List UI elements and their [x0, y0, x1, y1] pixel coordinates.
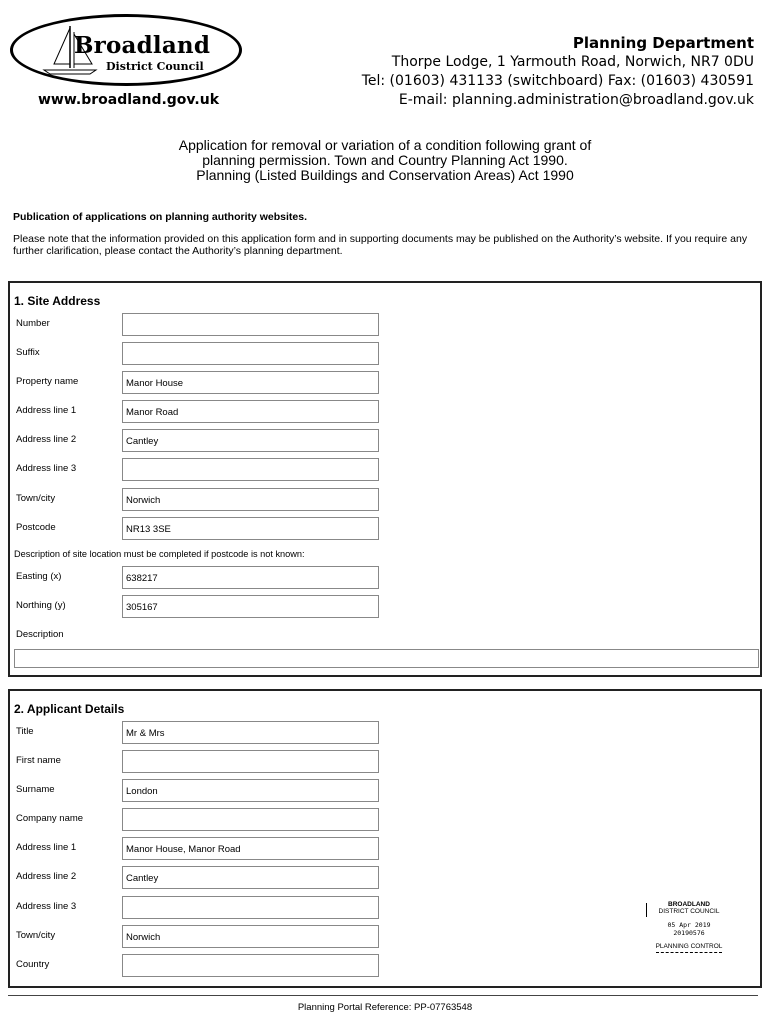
location-note: Description of site location must be completed if postcode is not known:	[14, 549, 305, 559]
applicant-address-line2-field[interactable]: Cantley	[122, 866, 379, 889]
field-label: Northing (y)	[16, 600, 66, 611]
field-label: Title	[16, 726, 34, 737]
site-address-line2-field[interactable]: Cantley	[122, 429, 379, 452]
site-address-line3-field[interactable]	[122, 458, 379, 481]
field-label: Address line 3	[16, 901, 77, 912]
site-description-field[interactable]	[14, 649, 759, 668]
field-label: Address line 2	[16, 434, 77, 445]
council-logo	[10, 14, 246, 90]
applicant-town-field[interactable]: Norwich	[122, 925, 379, 948]
field-label: Suffix	[16, 347, 40, 358]
site-number-field[interactable]	[122, 313, 379, 336]
field-label: Easting (x)	[16, 571, 62, 582]
applicant-title-field[interactable]: Mr & Mrs	[122, 721, 379, 744]
field-label: Address line 1	[16, 842, 77, 853]
logo-name: Broadland	[74, 32, 211, 59]
field-label: Town/city	[16, 493, 56, 504]
field-label: Address line 3	[16, 463, 77, 474]
applicant-company-field[interactable]	[122, 808, 379, 831]
applicant-address-line1-field[interactable]: Manor House, Manor Road	[122, 837, 379, 860]
field-label: Description	[16, 629, 64, 640]
section-title: 1. Site Address	[14, 294, 101, 308]
department-address: Thorpe Lodge, 1 Yarmouth Road, Norwich, NR7 0DU	[391, 54, 754, 70]
easting-field[interactable]: 638217	[122, 566, 379, 589]
department-email: E-mail: planning.administration@broadland.gov.uk	[398, 92, 754, 108]
application-title	[0, 138, 770, 183]
site-postcode-field[interactable]: NR13 3SE	[122, 517, 379, 540]
department-phone: Tel: (01603) 431133 (switchboard) Fax: (01603) 430591	[361, 73, 754, 89]
applicant-surname-field[interactable]: London	[122, 779, 379, 802]
publication-heading: Publication of applications on planning authority websites.	[13, 211, 308, 223]
field-label: Number	[16, 318, 50, 329]
publication-text: Please note that the information provided on this application form and in supporting documents may be published on the Authority’s website. If you require any further clarification, please contact the Authority’s planning department.	[13, 233, 748, 257]
field-label: Postcode	[16, 522, 56, 533]
field-label: Property name	[16, 376, 79, 387]
footer-divider	[8, 995, 758, 996]
stamp-line: DISTRICT COUNCIL	[658, 908, 720, 915]
applicant-address-line3-field[interactable]	[122, 896, 379, 919]
field-label: Address line 2	[16, 871, 77, 882]
logo-subtitle: District Council	[106, 60, 204, 73]
northing-field[interactable]: 305167	[122, 595, 379, 618]
stamp-bar	[646, 903, 647, 917]
applicant-first-name-field[interactable]	[122, 750, 379, 773]
stamp-dept: PLANNING CONTROL	[656, 942, 723, 953]
applicant-country-field[interactable]	[122, 954, 379, 977]
stamp-ref: 20190576	[673, 929, 705, 937]
field-label: Town/city	[16, 930, 56, 941]
field-label: Country	[16, 959, 50, 970]
site-property-name-field[interactable]: Manor House	[122, 371, 379, 394]
received-stamp	[644, 900, 734, 960]
site-town-field[interactable]: Norwich	[122, 488, 379, 511]
site-suffix-field[interactable]	[122, 342, 379, 365]
site-address-section	[8, 281, 762, 677]
field-label: Surname	[16, 784, 55, 795]
site-address-line1-field[interactable]: Manor Road	[122, 400, 379, 423]
stamp-date: 05 Apr 2019	[667, 921, 711, 929]
field-label: First name	[16, 755, 61, 766]
stamp-line: BROADLAND	[668, 901, 710, 908]
department-title: Planning Department	[572, 34, 754, 52]
portal-reference: Planning Portal Reference: PP-07763548	[297, 1002, 473, 1013]
title-line: Application for removal or variation of a condition following grant of	[178, 137, 592, 153]
council-website: www.broadland.gov.uk	[38, 92, 220, 108]
section-title: 2. Applicant Details	[14, 702, 125, 716]
title-line: Planning (Listed Buildings and Conservation Areas) Act 1990	[196, 167, 574, 183]
field-label: Address line 1	[16, 405, 77, 416]
department-contact	[362, 34, 754, 110]
field-label: Company name	[16, 813, 84, 824]
title-line: planning permission. Town and Country Planning Act 1990.	[202, 152, 568, 168]
